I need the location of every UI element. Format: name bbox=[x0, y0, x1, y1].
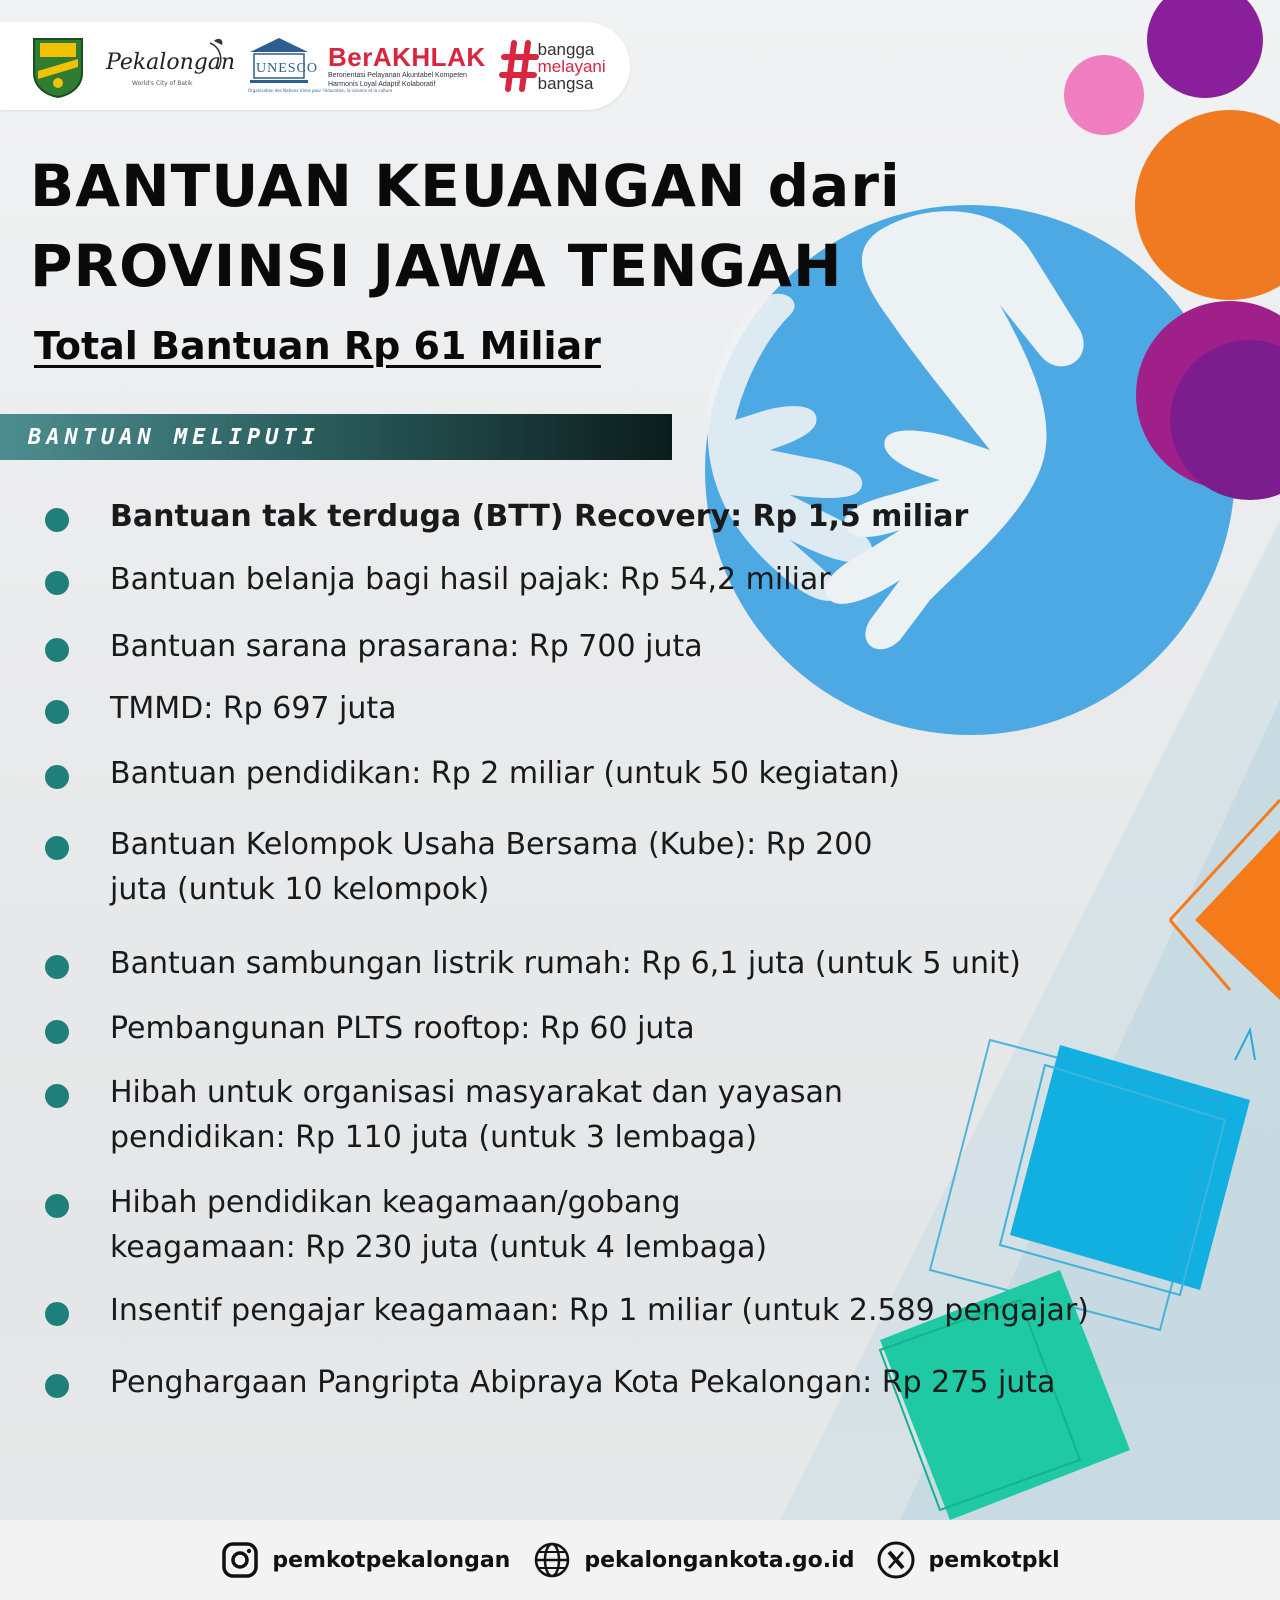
svg-text:UNESCO: UNESCO bbox=[256, 61, 319, 76]
svg-text:Organisation des Nations Unies: Organisation des Nations Unies pour l'éducation, la science et la culture bbox=[248, 88, 393, 93]
pink-circle-shape bbox=[1064, 55, 1144, 135]
section-header bbox=[0, 414, 672, 460]
website-link[interactable] bbox=[532, 1540, 854, 1580]
bullet-icon bbox=[45, 1020, 69, 1044]
website-url: pekalongankota.go.id bbox=[584, 1547, 855, 1573]
logo-bar bbox=[0, 22, 630, 110]
section-label: BANTUAN MELIPUTI bbox=[28, 424, 320, 450]
berakhlak-sub-2: Harmonis Loyal Adaptif Kolaboratif bbox=[328, 81, 436, 88]
bullet-icon bbox=[45, 571, 69, 595]
title-line-1: BANTUAN KEUANGAN dari bbox=[30, 152, 901, 220]
bullet-icon bbox=[45, 1374, 69, 1398]
item-text-cont: keagamaan: Rp 230 juta (untuk 4 lembaga) bbox=[110, 1230, 768, 1265]
item-text: Bantuan sambungan listrik rumah: Rp 6,1 juta (untuk 5 unit) bbox=[110, 946, 1021, 981]
x-link[interactable] bbox=[876, 1540, 1059, 1580]
item-text: TMMD: Rp 697 juta bbox=[110, 691, 397, 726]
item-text: Bantuan belanja bagi hasil pajak: Rp 54,2 miliar bbox=[110, 562, 831, 597]
bullet-icon bbox=[45, 836, 69, 860]
orange-circle-shape bbox=[1135, 110, 1280, 300]
instagram-link[interactable] bbox=[220, 1540, 510, 1580]
instagram-handle: pemkotpekalongan bbox=[272, 1547, 511, 1573]
instagram-icon bbox=[220, 1540, 260, 1580]
item-text: Hibah untuk organisasi masyarakat dan yayasan bbox=[110, 1075, 843, 1110]
bullet-icon bbox=[45, 508, 69, 532]
bullet-icon bbox=[45, 1194, 69, 1218]
bangga-line-2: melayani bbox=[537, 56, 606, 76]
item-text: Bantuan Kelompok Usaha Bersama (Kube): Rp 200 bbox=[110, 827, 873, 862]
pekalongan-logo bbox=[102, 33, 236, 99]
item-text-cont: pendidikan: Rp 110 juta (untuk 3 lembaga) bbox=[110, 1120, 758, 1155]
bullet-icon bbox=[45, 1084, 69, 1108]
bangga-line-3: bangsa bbox=[537, 73, 594, 93]
bullet-icon bbox=[45, 955, 69, 979]
page-title bbox=[30, 146, 901, 306]
item-text: Bantuan tak terduga (BTT) Recovery: Rp 1,5 miliar bbox=[110, 499, 969, 534]
footer-bar bbox=[0, 1520, 1280, 1600]
bangga-line-1: bangga bbox=[537, 39, 595, 59]
globe-icon bbox=[532, 1540, 572, 1580]
item-text: Bantuan sarana prasarana: Rp 700 juta bbox=[110, 629, 703, 664]
berakhlak-logo bbox=[328, 43, 486, 89]
city-crest-icon bbox=[30, 33, 86, 99]
title-line-2: PROVINSI JAWA TENGAH bbox=[30, 232, 843, 300]
bangga-melayani-logo bbox=[502, 37, 606, 95]
item-text: Hibah pendidikan keagamaan/gobang bbox=[110, 1185, 681, 1220]
bullet-icon bbox=[45, 1302, 69, 1326]
item-text-cont: juta (untuk 10 kelompok) bbox=[110, 872, 490, 907]
bullet-icon bbox=[45, 638, 69, 662]
item-text: Bantuan pendidikan: Rp 2 miliar (untuk 50 kegiatan) bbox=[110, 756, 900, 791]
x-handle: pemkotpkl bbox=[928, 1547, 1060, 1573]
total-subtitle: Total Bantuan Rp 61 Miliar bbox=[34, 324, 601, 368]
hashtag-icon bbox=[502, 37, 538, 95]
berakhlak-sub-1: Berorientasi Pelayanan Akuntabel Kompeten bbox=[328, 72, 467, 79]
item-text: Penghargaan Pangripta Abipraya Kota Pekalongan: Rp 275 juta bbox=[110, 1365, 1056, 1400]
item-text: Insentif pengajar keagamaan: Rp 1 miliar (untuk 2.589 pengajar) bbox=[110, 1293, 1089, 1328]
x-icon bbox=[876, 1540, 916, 1580]
berakhlak-title: BerAKHLAK bbox=[328, 42, 486, 72]
purple-circle-shape bbox=[1147, 0, 1263, 98]
svg-text:World's City of Batik: World's City of Batik bbox=[132, 80, 193, 87]
bullet-icon bbox=[45, 700, 69, 724]
svg-text:Pekalongan: Pekalongan bbox=[106, 50, 236, 75]
bullet-icon bbox=[45, 765, 69, 789]
item-text: Pembangunan PLTS rooftop: Rp 60 juta bbox=[110, 1011, 695, 1046]
